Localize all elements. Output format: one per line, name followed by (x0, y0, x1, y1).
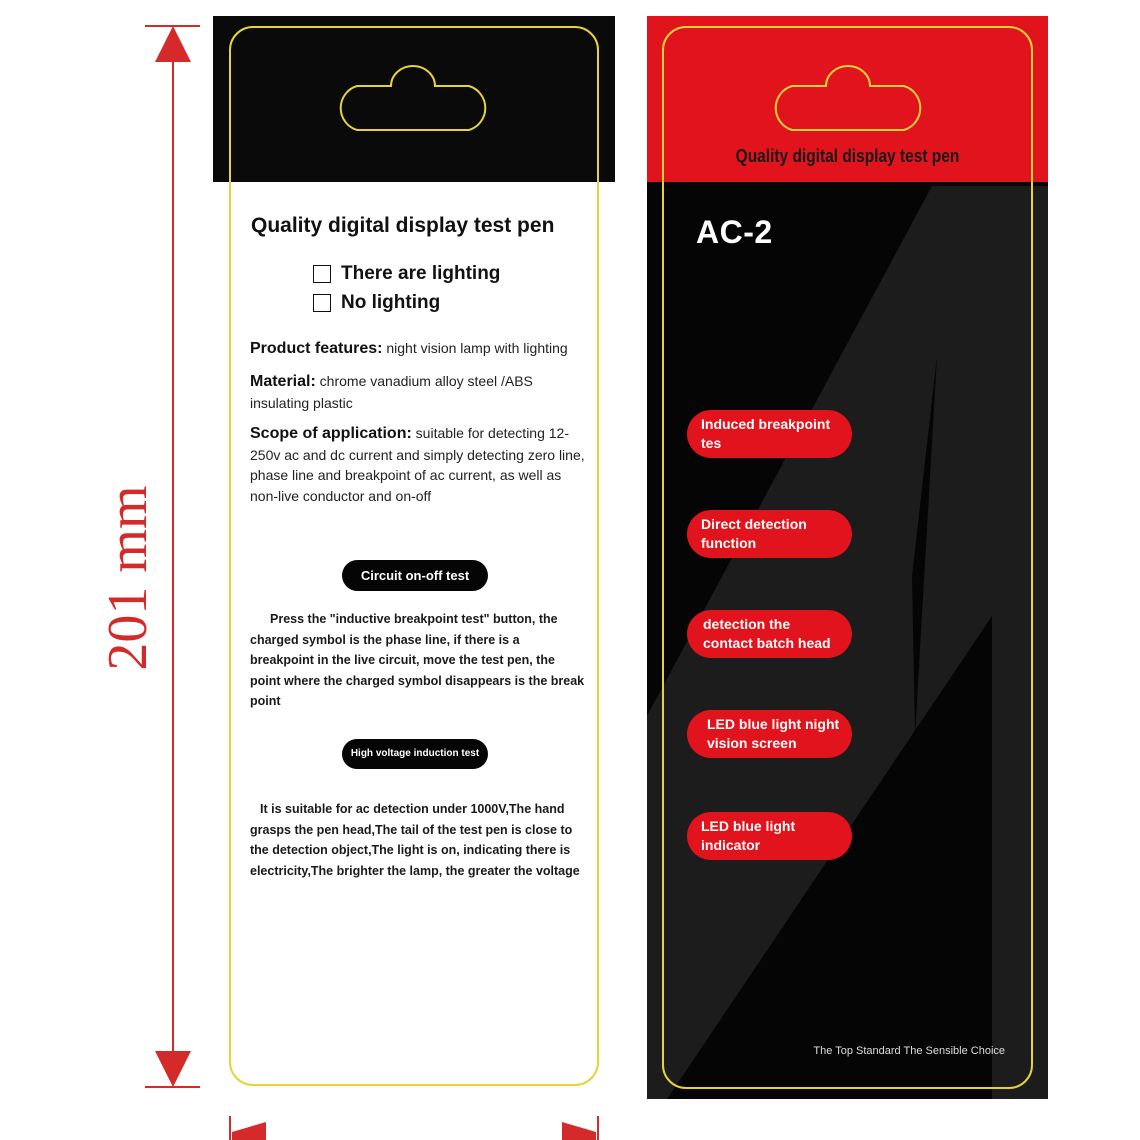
spec-text: chrome vanadium alloy steel /ABS insulating plastic (250, 373, 533, 411)
checkbox-no-lighting[interactable] (313, 292, 440, 314)
spec-label: Material: (250, 373, 316, 390)
section-circuit-label: Circuit on-off test (342, 560, 488, 591)
feature-label: detection the contact batch head (703, 616, 831, 651)
back-panel-title: Quality digital display test pen (251, 214, 555, 237)
checkbox-lighting-box[interactable] (313, 265, 331, 283)
checkbox-no-lighting-box[interactable] (313, 294, 331, 312)
feature-badge (687, 510, 852, 558)
spec-material (250, 371, 590, 413)
hang-hole-icon (331, 64, 495, 134)
front-panel-tagline: The Top Standard The Sensible Choice (813, 1045, 1005, 1057)
spec-label: Product features: (250, 340, 383, 357)
model-name: AC-2 (696, 214, 773, 250)
spec-text: night vision lamp with lighting (382, 340, 568, 356)
dimension-label: 201 mm (97, 485, 159, 671)
spec-text: suitable for detecting 12-250v ac and dc current and simply detecting zero line, phase line and breakpoint of ac current, as well as non-live conductor and on-off (250, 425, 585, 504)
section-high-voltage-label: High voltage induction test (342, 739, 488, 769)
feature-label: LED blue light indicator (701, 818, 796, 853)
spec-label: Scope of application: (250, 425, 412, 442)
feature-label: Induced breakpoint tes (701, 416, 831, 451)
section-high-voltage-text: It is suitable for ac detection under 1000V,The hand grasps the pen head,The tail of the test pen is close to the detection object,The light is on, indicating there is electricity,The brighter the lamp, the greater the voltage (250, 802, 580, 878)
spec-product-features (250, 338, 590, 360)
checkbox-lighting-label: There are lighting (341, 263, 501, 284)
section-circuit-text: Press the "inductive breakpoint test" button, the charged symbol is the phase line, if there is a breakpoint in the live circuit, move the test pen, the point where the charged symbol disappears is the break point (250, 612, 585, 708)
feature-badge (687, 710, 852, 758)
feature-badge (687, 410, 852, 458)
feature-badge (687, 812, 852, 860)
feature-badge (687, 610, 852, 658)
spec-scope (250, 423, 590, 506)
feature-label: LED blue light night vision screen (707, 716, 840, 751)
checkbox-no-lighting-label: No lighting (341, 292, 441, 313)
back-panel-outline (229, 26, 599, 1086)
front-panel (647, 16, 1048, 1099)
front-panel-subtitle: Quality digital display test pen (735, 146, 960, 166)
hang-hole-icon (766, 64, 930, 134)
feature-label: Direct detection function (701, 516, 807, 551)
back-panel (213, 16, 615, 1116)
checkbox-lighting[interactable] (313, 263, 500, 285)
